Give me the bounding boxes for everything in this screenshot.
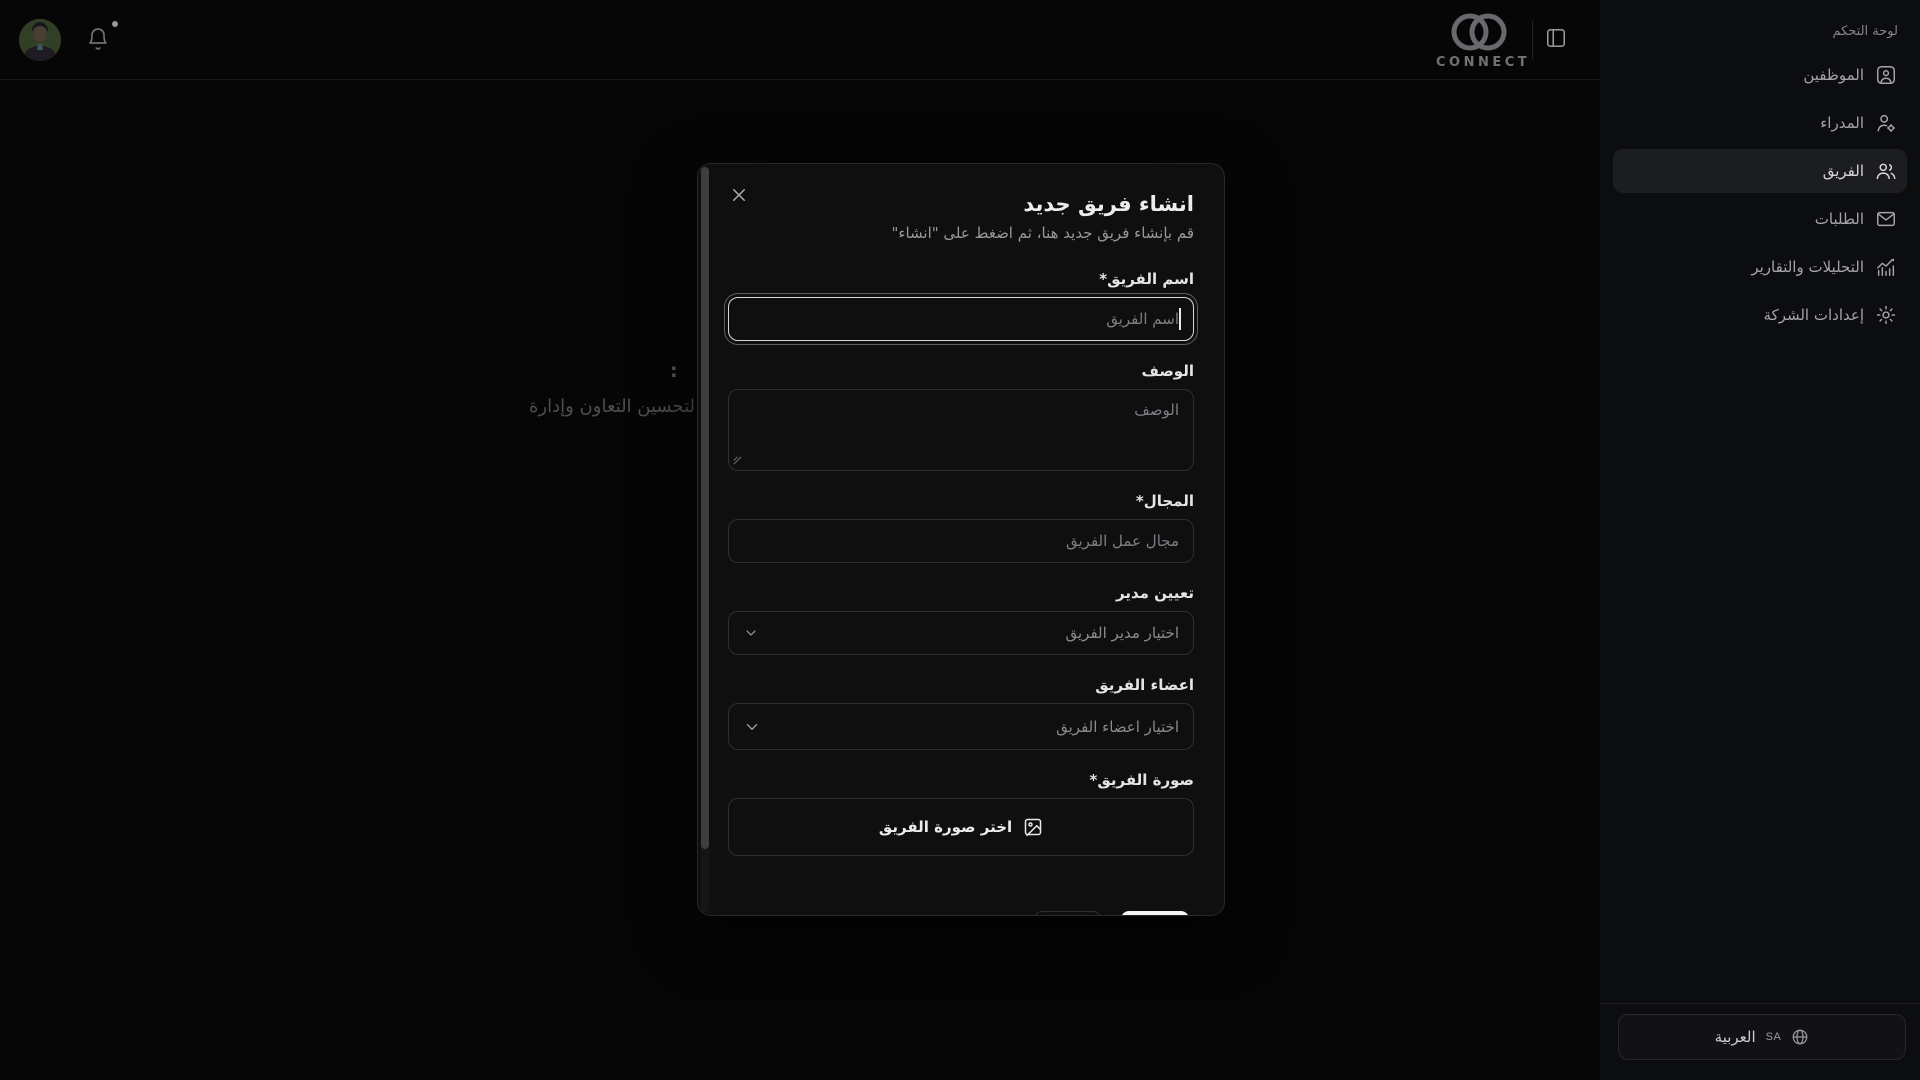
domain-input[interactable] <box>728 519 1194 563</box>
members-select[interactable] <box>728 703 1194 750</box>
logo-mark-icon <box>1450 11 1508 53</box>
field-team-name <box>728 270 1194 341</box>
sidebar-item-requests[interactable] <box>1613 197 1907 241</box>
sidebar-item-managers[interactable] <box>1613 101 1907 145</box>
manager-label: تعيين مدير <box>1116 584 1194 602</box>
sidebar-nav <box>1600 53 1920 337</box>
modal-scrollbar-thumb[interactable] <box>701 167 709 849</box>
sidebar-item-label: الفريق <box>1822 162 1864 180</box>
top-header <box>0 0 1600 80</box>
user-gear-icon <box>1875 112 1897 134</box>
create-button[interactable] <box>1121 911 1189 916</box>
resize-handle-icon[interactable] <box>733 456 742 465</box>
bar-chart-icon <box>1875 256 1897 278</box>
logo-text: CONNECT <box>1436 55 1531 70</box>
sidebar-item-analytics[interactable] <box>1613 245 1907 289</box>
background-heading-fragment: : <box>670 360 678 382</box>
avatar-illustration <box>19 19 61 61</box>
chevron-down-icon <box>743 718 761 736</box>
image-icon <box>1023 817 1043 837</box>
choose-team-image-button[interactable] <box>728 798 1194 856</box>
members-label: اعضاء الفريق <box>1095 676 1194 694</box>
mail-icon <box>1875 208 1897 230</box>
create-team-modal <box>697 163 1225 916</box>
cancel-button[interactable] <box>1034 911 1101 916</box>
sidebar-item-label: إعدادات الشركة <box>1763 306 1864 324</box>
sidebar-item-label: الموظفين <box>1803 66 1864 84</box>
language-code: SA <box>1765 1031 1782 1043</box>
avatar[interactable] <box>19 19 61 61</box>
sidebar-item-company-settings[interactable] <box>1613 293 1907 337</box>
background-subtitle-fragment: لتحسين التعاون وإدارة <box>529 396 695 417</box>
modal-scrollbar[interactable] <box>701 167 709 912</box>
members-select-value: اختيار اعضاء الفريق <box>1056 717 1179 736</box>
team-name-label: اسم الفريق* <box>1099 270 1194 288</box>
sidebar-section-label: لوحة التحكم <box>1832 24 1898 39</box>
field-manager <box>728 584 1194 655</box>
field-team-image <box>728 771 1194 856</box>
notifications-bell-icon[interactable] <box>86 26 112 52</box>
manager-select-value: اختيار مدير الفريق <box>1065 624 1179 642</box>
close-icon[interactable] <box>726 184 748 206</box>
globe-icon <box>1791 1028 1809 1046</box>
text-caret <box>1179 308 1181 330</box>
sidebar-item-label: التحليلات والتقارير <box>1751 258 1864 276</box>
app-logo <box>1436 11 1531 70</box>
language-label: العربية <box>1714 1029 1756 1046</box>
id-badge-icon <box>1875 64 1897 86</box>
domain-label: المجال* <box>1135 492 1194 510</box>
team-image-label: صورة الفريق* <box>1089 771 1194 789</box>
gear-icon <box>1875 304 1897 326</box>
description-label: الوصف <box>1141 362 1194 380</box>
sidebar-item-team[interactable] <box>1613 149 1907 193</box>
sidebar-item-employees[interactable] <box>1613 53 1907 97</box>
panel-toggle-icon[interactable] <box>1545 26 1569 50</box>
sidebar-divider <box>1600 1003 1920 1004</box>
sidebar-item-label: المدراء <box>1820 114 1864 132</box>
description-textarea[interactable] <box>728 389 1194 471</box>
field-members <box>728 676 1194 750</box>
header-divider <box>1532 21 1533 59</box>
modal-subtitle: قم بإنشاء فريق جديد هنا، ثم اضغط على "انشاء" <box>891 224 1194 242</box>
modal-title: انشاء فريق جديد <box>1023 192 1194 216</box>
choose-team-image-label: اختر صورة الفريق <box>878 818 1013 836</box>
sidebar-item-label: الطلبات <box>1814 210 1864 228</box>
chevron-down-icon <box>743 625 759 641</box>
users-icon <box>1875 160 1897 182</box>
manager-select[interactable] <box>728 611 1194 655</box>
team-name-input[interactable] <box>728 297 1194 341</box>
sidebar <box>1600 0 1920 1080</box>
language-switcher-button[interactable] <box>1618 1014 1906 1060</box>
field-description <box>728 362 1194 471</box>
notification-dot <box>112 21 118 27</box>
field-domain <box>728 492 1194 563</box>
